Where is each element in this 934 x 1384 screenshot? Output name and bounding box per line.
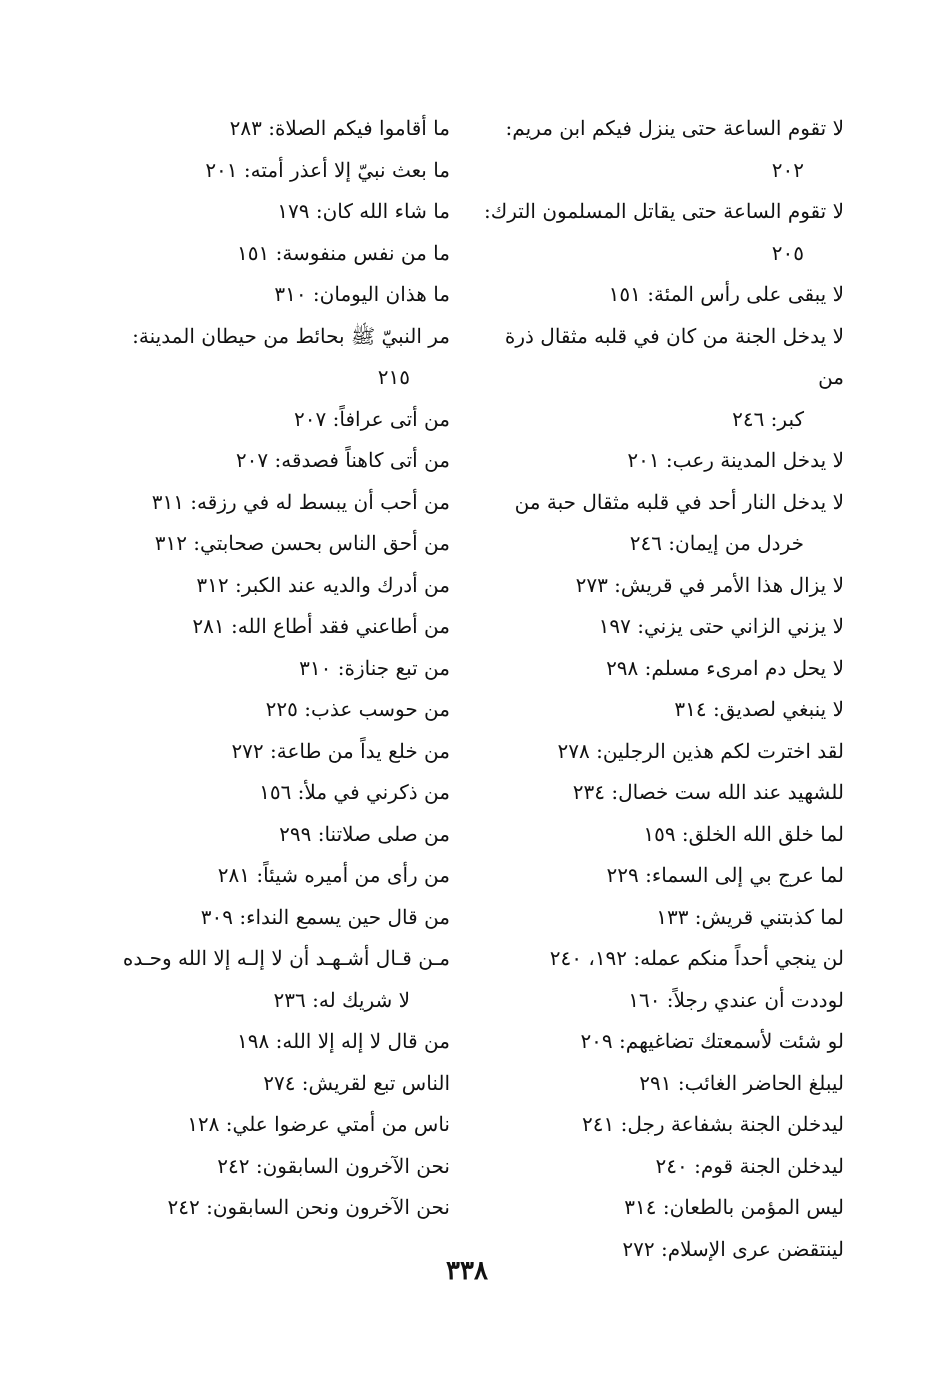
index-entry	[90, 897, 450, 939]
index-entry	[478, 1146, 844, 1188]
index-entry-text: ليس المؤمن بالطعان: ٣١٤	[624, 1195, 844, 1219]
index-entry	[90, 565, 450, 607]
index-entry	[90, 1104, 450, 1146]
index-entry-text: ليبلغ الحاضر الغائب: ٢٩١	[639, 1070, 844, 1095]
index-entry-text: لما كذبتني قريش: ١٣٣	[656, 904, 844, 929]
index-entry-text: من تبع جنازة: ٣١٠	[299, 655, 450, 680]
index-entry-continuation: ٢٠٢	[771, 157, 804, 182]
index-entry	[478, 274, 844, 316]
index-entry	[90, 191, 450, 233]
index-entry-text: لا يدخل المدينة رعب: ٢٠١	[627, 448, 844, 472]
index-entry	[90, 1063, 450, 1105]
index-entry	[478, 108, 844, 191]
index-entry-text: من ذكرني في ملأ: ١٥٦	[259, 780, 450, 804]
index-entry-continuation: خردل من إيمان: ٢٤٦	[629, 531, 804, 555]
index-entry-continuation: كبر: ٢٤٦	[732, 406, 804, 431]
index-entry-text: لا تقوم الساعة حتى يقاتل المسلمون الترك:	[484, 199, 844, 223]
index-entry	[478, 1063, 844, 1105]
index-entry-text: من صلى صلاتنا: ٢٩٩	[279, 821, 450, 846]
index-entry-text: لا يزال هذا الأمر في قريش: ٢٧٣	[575, 572, 844, 597]
index-entry-text: نحن الآخرون ونحن السابقون: ٢٤٢	[167, 1195, 450, 1219]
index-entry-text: لا يدخل النار أحد في قلبه مثقال حبة من	[514, 489, 844, 514]
index-entry	[478, 731, 844, 773]
index-entry-text: لو شئت لأسمعتك تضاغيهم: ٢٠٩	[580, 1029, 844, 1053]
index-entry-text: نحن الآخرون السابقون: ٢٤٢	[217, 1153, 450, 1178]
index-entry-text: الناس تبع لقريش: ٢٧٤	[263, 1070, 450, 1095]
index-entry-text: لا ينبغي لصديق: ٣١٤	[674, 697, 844, 721]
index-entry-continuation: لا شريك له: ٢٣٦	[273, 987, 410, 1012]
index-entry	[90, 606, 450, 648]
index-entry-text: لقد اخترت لكم هذين الرجلين: ٢٧٨	[557, 738, 844, 763]
index-entry	[90, 233, 450, 275]
index-entry	[90, 772, 450, 814]
index-entry	[478, 938, 844, 980]
index-column-right	[478, 108, 844, 1270]
index-entry	[478, 980, 844, 1022]
index-entry-text: ناس من أمتي عرضوا علي: ١٢٨	[187, 1112, 450, 1136]
index-entry	[478, 1021, 844, 1063]
index-entry	[90, 1146, 450, 1188]
index-entry-text: لا يزني الزاني حتى يزني: ١٩٧	[598, 614, 844, 638]
index-entry-text: لما عرج بي إلى السماء: ٢٢٩	[606, 863, 844, 887]
index-entry	[90, 108, 450, 150]
index-entry-text: ليدخلن الجنة بشفاعة رجل: ٢٤١	[582, 1112, 844, 1136]
index-entry	[90, 648, 450, 690]
index-entry	[90, 399, 450, 441]
index-entry-text: لوددت أن عندي رجلاً: ١٦٠	[628, 987, 844, 1012]
index-entry	[90, 938, 450, 1021]
index-entry-continuation: ٢١٥	[377, 365, 410, 389]
index-entry-text: لا تقوم الساعة حتى ينزل فيكم ابن مريم:	[505, 116, 844, 140]
index-entry	[90, 150, 450, 192]
index-entry	[90, 1021, 450, 1063]
index-entry-text: لا يدخل الجنة من كان في قلبه مثقال ذرة من	[504, 323, 844, 389]
index-entry	[90, 523, 450, 565]
index-entry	[478, 897, 844, 939]
index-entry-text: من خلع يداً من طاعة: ٢٧٢	[231, 738, 450, 763]
index-entry	[478, 482, 844, 565]
index-entry	[478, 565, 844, 607]
index-entry	[478, 606, 844, 648]
index-entry	[478, 648, 844, 690]
index-entry-text: لما خلق الله الخلق: ١٥٩	[643, 821, 844, 846]
index-entry-text: ليدخلن الجنة قوم: ٢٤٠	[655, 1153, 844, 1178]
index-entry-text: من حوسب عذب: ٢٢٥	[265, 697, 450, 721]
index-entry-text: ما شاء الله كان: ١٧٩	[277, 199, 450, 223]
index-entry	[478, 191, 844, 274]
index-entry	[90, 440, 450, 482]
index-entry	[90, 1187, 450, 1229]
index-entry-text: ما هذان اليومان: ٣١٠	[274, 282, 450, 306]
index-entry-text: ما أقاموا فيكم الصلاة: ٢٨٣	[229, 116, 450, 140]
index-entry	[478, 440, 844, 482]
index-entry-text: من قال لا إله إلا الله: ١٩٨	[237, 1029, 450, 1053]
index-entry-text: لا يبقى على رأس المئة: ١٥١	[608, 282, 844, 306]
index-entry-continuation: ٢٠٥	[771, 240, 804, 265]
index-entry	[478, 689, 844, 731]
index-column-left	[90, 108, 450, 1229]
index-entry	[90, 814, 450, 856]
index-entry-text: من أحب أن يبسط له في رزقه: ٣١١	[151, 489, 450, 514]
index-entry	[478, 1104, 844, 1146]
index-entry	[90, 316, 450, 399]
index-entry	[90, 731, 450, 773]
index-entry-text: لن ينجي أحداً منكم عمله: ١٩٢، ٢٤٠	[549, 946, 844, 970]
index-entry	[478, 1187, 844, 1229]
index-entry-text: ما من نفس منفوسة: ١٥١	[236, 240, 450, 265]
index-entry-text: من أحق الناس بحسن صحابتي: ٣١٢	[154, 531, 450, 555]
index-entry-text: من قال حين يسمع النداء: ٣٠٩	[200, 904, 450, 929]
index-entry-text: ما بعث نبيّ إلا أعذر أمته: ٢٠١	[205, 157, 450, 182]
index-entry	[478, 772, 844, 814]
index-entry-text: لينتقضن عرى الإسلام: ٢٧٢	[622, 1236, 844, 1261]
index-entry	[478, 855, 844, 897]
index-entry-text: من أتى كاهناً فصدقه: ٢٠٧	[235, 448, 450, 472]
page-number: ٣٣٨	[446, 1256, 488, 1286]
index-entry	[90, 274, 450, 316]
index-entry-text: من رأى من أميره شيئاً: ٢٨١	[217, 863, 450, 887]
index-entry	[90, 689, 450, 731]
index-entry-text: مـن قـال أشـهـد أن لا إلـه إلا الله وحـده	[122, 946, 450, 970]
index-entry-text: من أتى عرافاً: ٢٠٧	[294, 406, 450, 431]
index-entry-text: للشهيد عند الله ست خصال: ٢٣٤	[572, 780, 844, 804]
index-entry-text: مر النبيّ ﷺ بحائط من حيطان المدينة:	[132, 323, 450, 348]
index-entry	[90, 855, 450, 897]
index-entry	[478, 814, 844, 856]
index-entry-text: من أطاعني فقد أطاع الله: ٢٨١	[192, 614, 450, 638]
index-entry	[478, 316, 844, 441]
index-entry-text: لا يحل دم امرىء مسلم: ٢٩٨	[606, 655, 844, 680]
index-entry-text: من أدرك والديه عند الكبر: ٣١٢	[196, 572, 450, 597]
index-entry	[90, 482, 450, 524]
